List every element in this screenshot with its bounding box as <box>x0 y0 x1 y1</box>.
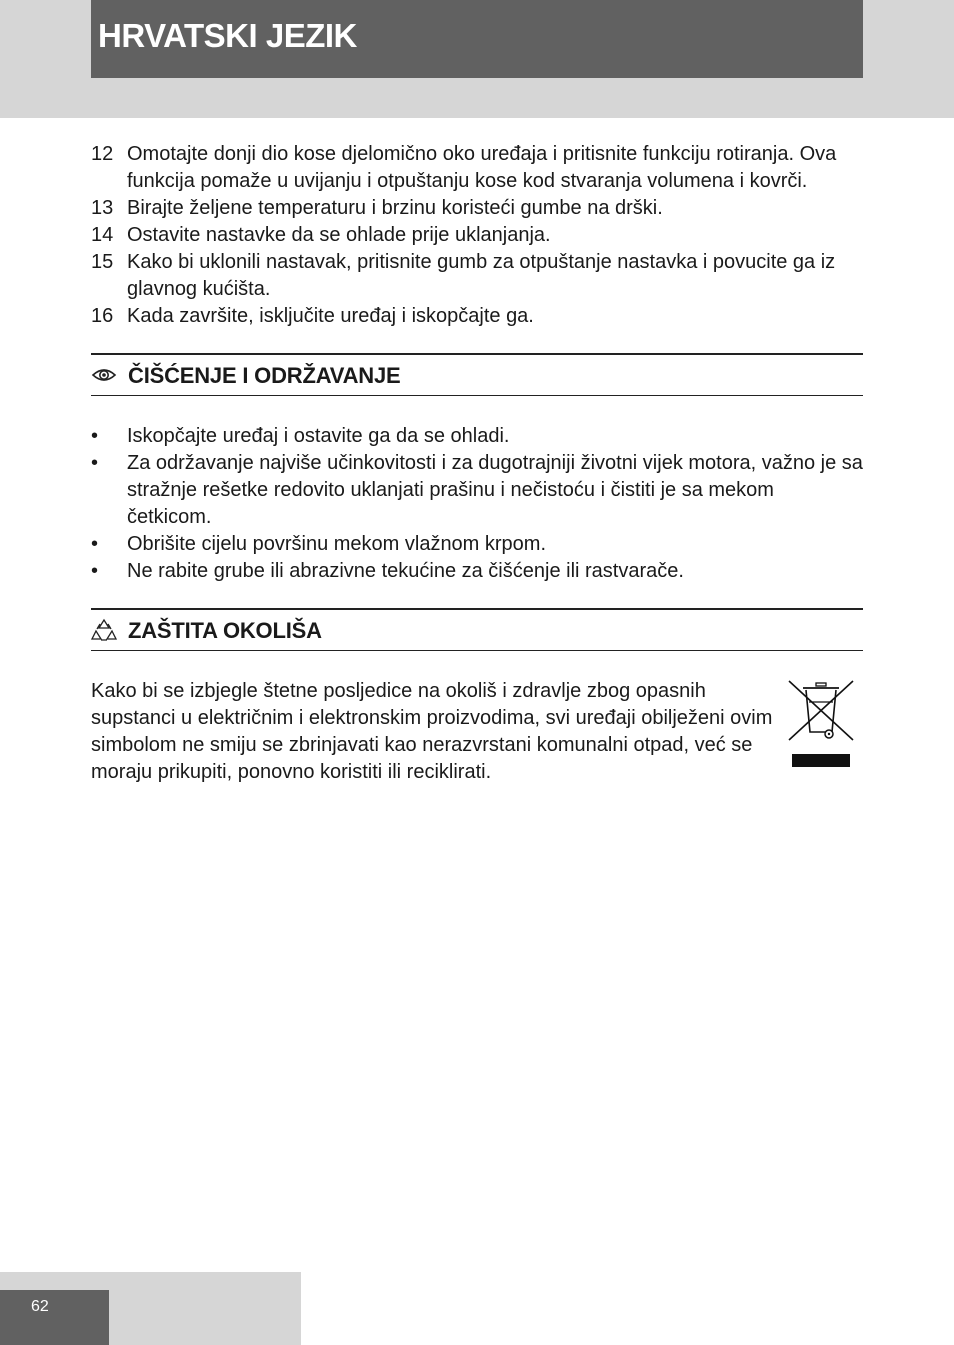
step-number: 16 <box>91 305 114 327</box>
list-item <box>91 222 863 249</box>
environment-section-heading <box>91 608 863 651</box>
step-text: Omotajte donji dio kose djelomično oko uređaja i pritisnite funkciju rotiranja. Ova funkcija pomaže u uvijanju i otpuštanju kose kod stvaranja volumena i kovrči. <box>127 143 837 192</box>
list-item <box>91 195 863 222</box>
environment-block <box>91 678 863 786</box>
item-text: Za održavanje najviše učinkovitosti i za dugotrajniji životni vijek motora, važno je sa stražnje rešetke redovito uklanjati prašinu i nečistoću i čistiti je sa mekom četkicom. <box>127 452 863 528</box>
section-title: ZAŠTITA OKOLIŠA <box>128 617 322 643</box>
crossed-out-bin-icon <box>783 678 859 778</box>
bullet-marker: • <box>91 452 99 474</box>
page-number: 62 <box>0 1290 109 1345</box>
recycle-icon <box>91 617 117 643</box>
list-item <box>91 249 863 303</box>
eye-icon <box>91 362 117 388</box>
step-number: 13 <box>91 197 114 219</box>
main-content <box>91 141 863 786</box>
step-text: Birajte željene temperaturu i brzinu koristeći gumbe na drški. <box>127 197 663 219</box>
list-item <box>91 141 863 195</box>
list-item <box>91 450 863 531</box>
list-item <box>91 558 863 585</box>
step-text: Kada završite, isključite uređaj i iskopčajte ga. <box>127 305 534 327</box>
step-number: 15 <box>91 251 114 273</box>
item-text: Ne rabite grube ili abrazivne tekućine za čišćenje ili rastvarače. <box>127 560 684 582</box>
page-title: HRVATSKI JEZIK <box>91 0 863 78</box>
steps-list <box>91 141 863 330</box>
section-title: ČIŠĆENJE I ODRŽAVANJE <box>128 362 401 388</box>
bullet-marker: • <box>91 425 99 447</box>
bullet-marker: • <box>91 533 99 555</box>
step-number: 14 <box>91 224 114 246</box>
item-text: Iskopčajte uređaj i ostavite ga da se ohladi. <box>127 425 510 447</box>
step-text: Kako bi uklonili nastavak, pritisnite gumb za otpuštanje nastavka i povucite ga iz glavnog kućišta. <box>127 251 836 300</box>
bullet-marker: • <box>91 560 99 582</box>
list-item <box>91 531 863 558</box>
cleaning-list <box>91 423 863 585</box>
list-item <box>91 303 863 330</box>
cleaning-section-heading <box>91 353 863 396</box>
step-number: 12 <box>91 143 114 165</box>
environment-text: Kako bi se izbjegle štetne posljedice na okoliš i zdravlje zbog opasnih supstanci u električnim i elektronskim proizvodima, svi uređaji obilježeni ovim simbolom ne smiju se zbrinjavati kao nerazvrstani komunalni otpad, već se moraju prikupiti, ponovno koristiti ili reciklirati. <box>91 680 773 783</box>
list-item <box>91 423 863 450</box>
step-text: Ostavite nastavke da se ohlade prije uklanjanja. <box>127 224 551 246</box>
item-text: Obrišite cijelu površinu mekom vlažnom krpom. <box>127 533 547 555</box>
